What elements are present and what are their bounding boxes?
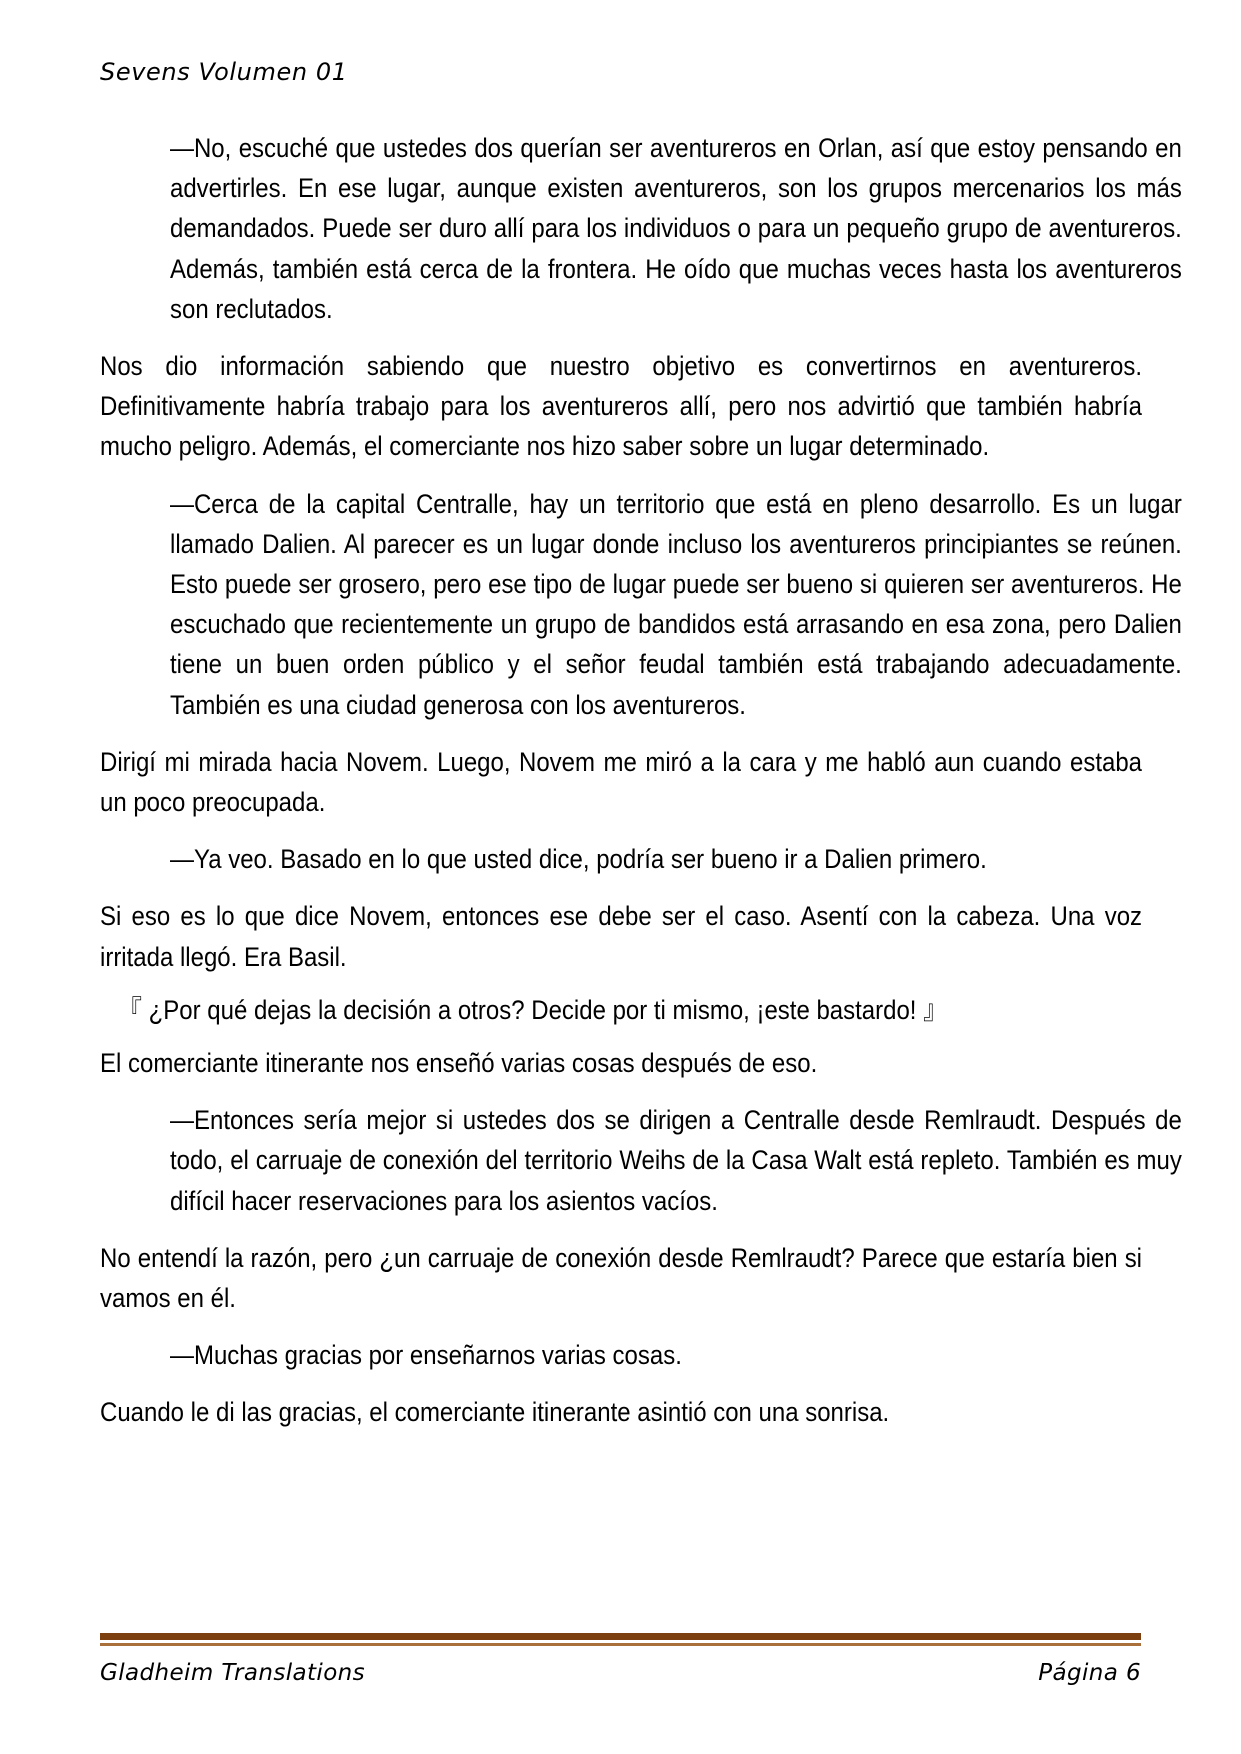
paragraph: —Entonces sería mejor si ustedes dos se dirigen a Centralle desde Remlraudt. Después de todo, el carruaje de conexión del territorio Weihs de la Casa Walt está repleto. También es muy difícil hacer reservaciones para los asientos vacíos.	[170, 1105, 1182, 1216]
paragraph: Si eso es lo que dice Novem, entonces ese debe ser el caso. Asentí con la cabeza. Una voz irritada llegó. Era Basil.	[100, 901, 1143, 972]
footer-translator-credit: Gladheim Translations	[100, 1660, 366, 1686]
paragraph: Nos dio información sabiendo que nuestro objetivo es convertirnos en aventureros. Definitivamente habría trabajo para los aventureros allí, pero nos advirtió que también habría mucho peligro. Además, el comerciante nos hizo saber sobre un lugar determinado.	[100, 351, 1143, 462]
paragraph: —Ya veo. Basado en lo que usted dice, podría ser bueno ir a Dalien primero.	[170, 844, 987, 875]
paragraph: —No, escuché que ustedes dos querían ser aventureros en Orlan, así que estoy pensando en advertirles. En ese lugar, aunque existen aventureros, son los grupos mercenarios los más demandados. Puede ser duro allí para los individuos o para un pequeño grupo de aventureros. Además, también está cerca de la frontera. He oído que muchas veces hasta los aventureros son reclutados.	[170, 133, 1182, 324]
footer-row	[100, 1660, 1141, 1686]
paragraph: —Cerca de la capital Centralle, hay un territorio que está en pleno desarrollo. Es un lugar llamado Dalien. Al parecer es un lugar donde incluso los aventureros principiantes se reúnen. Esto puede ser grosero, pero ese tipo de lugar puede ser bueno si quieren ser aventureros. He escuchado que recientemente un grupo de bandidos está arrasando en esa zona, pero Dalien tiene un buen orden público y el señor feudal también está trabajando adecuadamente. También es una ciudad generosa con los aventureros.	[170, 488, 1182, 720]
paragraph: El comerciante itinerante nos enseñó varias cosas después de eso.	[100, 1048, 818, 1079]
paragraph: Dirigí mi mirada hacia Novem. Luego, Novem me miró a la cara y me habló aun cuando estaba un poco preocupada.	[100, 746, 1143, 818]
footer-page-number: Página 6	[1038, 1660, 1141, 1686]
page-header	[100, 58, 1141, 100]
document-body	[100, 128, 1182, 1439]
paragraph: No entendí la razón, pero ¿un carruaje de conexión desde Remlraudt? Parece que estaría bien si vamos en él.	[100, 1242, 1143, 1314]
paragraph: Cuando le di las gracias, el comerciante itinerante asintió con una sonrisa.	[100, 1397, 890, 1428]
page-footer	[100, 1633, 1141, 1686]
footer-divider-thick-line	[100, 1633, 1141, 1640]
header-title: Sevens Volumen 01	[100, 58, 348, 86]
bracket-quote-paragraph: 『 ¿Por qué dejas la decisión a otros? Decide por ti mismo, ¡este bastardo! 』	[118, 994, 948, 1025]
footer-divider-thin-line	[100, 1643, 1141, 1646]
paragraph: —Muchas gracias por enseñarnos varias cosas.	[170, 1340, 682, 1371]
footer-divider	[100, 1633, 1141, 1646]
